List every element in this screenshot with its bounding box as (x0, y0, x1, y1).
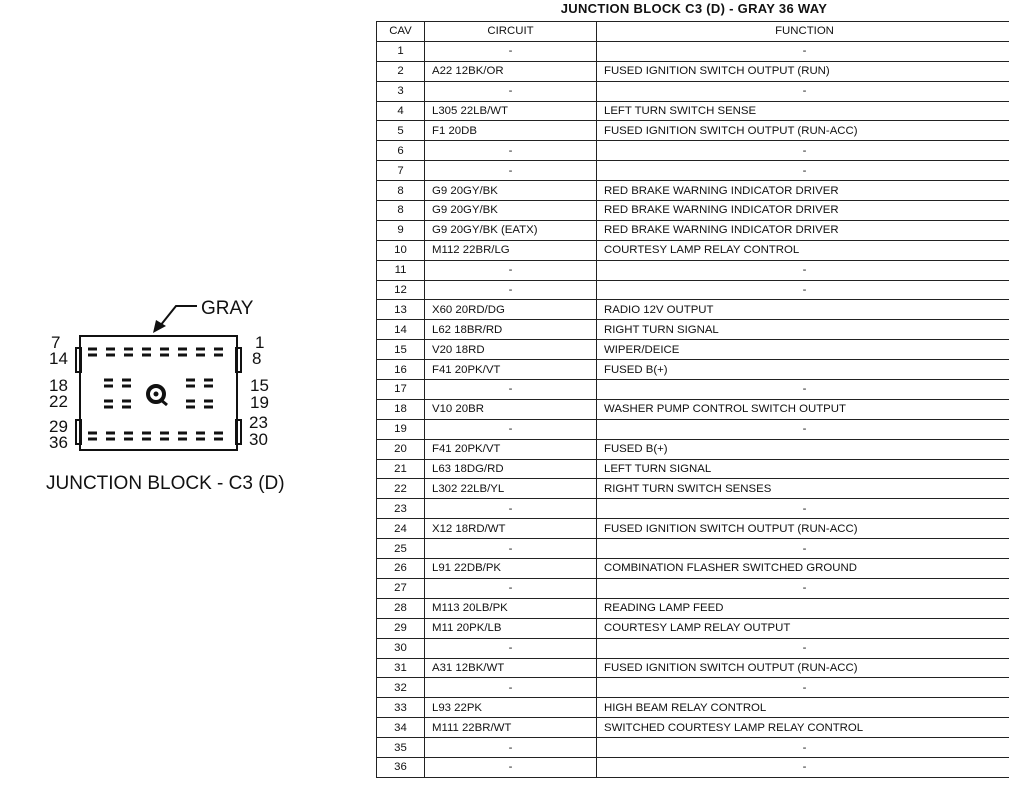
table-row (377, 161, 1009, 181)
circuit-cell: F41 20PK/VT (425, 439, 597, 459)
table-row (377, 181, 1009, 201)
table-row (377, 678, 1009, 698)
table-row (377, 260, 1009, 280)
cavity-mark (214, 432, 223, 435)
circuit-cell: - (425, 280, 597, 300)
cavity-mark (122, 385, 131, 388)
circuit-cell: X60 20RD/DG (425, 300, 597, 320)
function-cell: WASHER PUMP CONTROL SWITCH OUTPUT (597, 399, 1009, 419)
table-row (377, 658, 1009, 678)
function-cell: FUSED IGNITION SWITCH OUTPUT (RUN-ACC) (597, 658, 1009, 678)
table-row (377, 201, 1009, 221)
cav-cell: 1 (377, 41, 425, 61)
circuit-cell: M111 22BR/WT (425, 718, 597, 738)
circuit-cell: - (425, 499, 597, 519)
circuit-cell: L62 18BR/RD (425, 320, 597, 340)
function-cell: - (597, 638, 1009, 658)
function-cell: - (597, 141, 1009, 161)
function-cell: WIPER/DEICE (597, 340, 1009, 360)
function-cell: RED BRAKE WARNING INDICATOR DRIVER (597, 201, 1009, 221)
cavity-mark (186, 406, 195, 409)
function-cell: COMBINATION FLASHER SWITCHED GROUND (597, 559, 1009, 579)
circuit-cell: X12 18RD/WT (425, 519, 597, 539)
cav-cell: 21 (377, 459, 425, 479)
cavity-mark (106, 432, 115, 435)
header-function: FUNCTION (597, 22, 1009, 42)
table-row (377, 578, 1009, 598)
cav-cell: 31 (377, 658, 425, 678)
table-row (377, 101, 1009, 121)
table-row (377, 718, 1009, 738)
table-row (377, 419, 1009, 439)
cav-cell: 16 (377, 360, 425, 380)
connector-color-label: GRAY (201, 298, 254, 319)
function-cell: - (597, 161, 1009, 181)
circuit-cell: A22 12BK/OR (425, 61, 597, 81)
function-cell: HIGH BEAM RELAY CONTROL (597, 698, 1009, 718)
pin-label-36: 36 (49, 433, 68, 452)
cavity-mark (104, 406, 113, 409)
function-cell: - (597, 419, 1009, 439)
cav-cell: 17 (377, 380, 425, 400)
table-row (377, 499, 1009, 519)
pin-label-29: 29 (49, 417, 68, 436)
function-cell: LEFT TURN SWITCH SENSE (597, 101, 1009, 121)
cav-cell: 14 (377, 320, 425, 340)
table-row (377, 340, 1009, 360)
cavity-mark (142, 348, 151, 351)
cavity-mark (204, 406, 213, 409)
cavity-mark (160, 432, 169, 435)
cav-cell: 4 (377, 101, 425, 121)
cavity-mark (122, 379, 131, 382)
pin-label-22: 22 (49, 392, 68, 411)
table-row (377, 399, 1009, 419)
cav-cell: 5 (377, 121, 425, 141)
cav-cell: 25 (377, 539, 425, 559)
circuit-cell: - (425, 738, 597, 758)
function-cell: - (597, 578, 1009, 598)
cavity-mark (214, 354, 223, 357)
function-cell: - (597, 380, 1009, 400)
table-row (377, 320, 1009, 340)
cav-cell: 28 (377, 598, 425, 618)
function-cell: RED BRAKE WARNING INDICATOR DRIVER (597, 220, 1009, 240)
table-row (377, 598, 1009, 618)
table-row (377, 240, 1009, 260)
circuit-cell: V20 18RD (425, 340, 597, 360)
cavity-mark (160, 354, 169, 357)
function-cell: - (597, 678, 1009, 698)
cavity-mark (124, 348, 133, 351)
function-cell: RIGHT TURN SIGNAL (597, 320, 1009, 340)
circuit-cell: G9 20GY/BK (425, 201, 597, 221)
table-row (377, 61, 1009, 81)
function-cell: - (597, 41, 1009, 61)
cav-cell: 34 (377, 718, 425, 738)
table-row (377, 439, 1009, 459)
cavity-mark (186, 379, 195, 382)
cavity-mark (104, 385, 113, 388)
function-cell: COURTESY LAMP RELAY OUTPUT (597, 618, 1009, 638)
cavity-mark (196, 348, 205, 351)
cavity-mark (104, 400, 113, 403)
table-row (377, 41, 1009, 61)
circuit-cell: V10 20BR (425, 399, 597, 419)
cavity-mark (124, 354, 133, 357)
table-row (377, 360, 1009, 380)
circuit-cell: - (425, 678, 597, 698)
cav-cell: 35 (377, 738, 425, 758)
table-row (377, 757, 1009, 777)
pin-label-8: 8 (252, 349, 262, 368)
table-row (377, 380, 1009, 400)
cavity-row-top (88, 348, 223, 357)
circuit-cell: - (425, 539, 597, 559)
function-cell: SWITCHED COURTESY LAMP RELAY CONTROL (597, 718, 1009, 738)
pin-label-23: 23 (249, 413, 268, 432)
circuit-cell: G9 20GY/BK (EATX) (425, 220, 597, 240)
cavity-mark (186, 400, 195, 403)
circuit-cell: - (425, 141, 597, 161)
connector-caption: JUNCTION BLOCK - C3 (D) (46, 473, 285, 494)
cavity-mark (122, 406, 131, 409)
function-cell: - (597, 81, 1009, 101)
cav-cell: 10 (377, 240, 425, 260)
circuit-cell: G9 20GY/BK (425, 181, 597, 201)
circuit-cell: - (425, 419, 597, 439)
cav-cell: 26 (377, 559, 425, 579)
cav-cell: 9 (377, 220, 425, 240)
header-cav: CAV (377, 22, 425, 42)
table-row (377, 638, 1009, 658)
table-row (377, 559, 1009, 579)
cav-cell: 22 (377, 479, 425, 499)
function-cell: - (597, 499, 1009, 519)
table-row (377, 459, 1009, 479)
function-cell: FUSED B(+) (597, 439, 1009, 459)
cav-cell: 32 (377, 678, 425, 698)
table-title: JUNCTION BLOCK C3 (D) - GRAY 36 WAY (560, 1, 828, 16)
cav-cell: 19 (377, 419, 425, 439)
function-cell: FUSED IGNITION SWITCH OUTPUT (RUN-ACC) (597, 121, 1009, 141)
cav-cell: 8 (377, 201, 425, 221)
cavity-mark (88, 432, 97, 435)
circuit-cell: - (425, 41, 597, 61)
cavity-mark (214, 438, 223, 441)
cav-cell: 7 (377, 161, 425, 181)
cavity-mark (122, 400, 131, 403)
function-cell: FUSED B(+) (597, 360, 1009, 380)
cavity-mark (124, 432, 133, 435)
function-cell: READING LAMP FEED (597, 598, 1009, 618)
cavity-mark (124, 438, 133, 441)
function-cell: FUSED IGNITION SWITCH OUTPUT (RUN-ACC) (597, 519, 1009, 539)
cavity-mark (178, 348, 187, 351)
table-row (377, 539, 1009, 559)
function-cell: LEFT TURN SIGNAL (597, 459, 1009, 479)
cavity-mark (196, 354, 205, 357)
function-cell: - (597, 539, 1009, 559)
cav-cell: 24 (377, 519, 425, 539)
cavity-mark (104, 379, 113, 382)
circuit-cell: - (425, 161, 597, 181)
circuit-cell: L302 22LB/YL (425, 479, 597, 499)
function-cell: FUSED IGNITION SWITCH OUTPUT (RUN) (597, 61, 1009, 81)
center-bolt-icon (148, 386, 167, 405)
table-header-row (377, 22, 1009, 42)
cav-cell: 12 (377, 280, 425, 300)
circuit-cell: L91 22DB/PK (425, 559, 597, 579)
cavity-mark (106, 348, 115, 351)
circuit-cell: L93 22PK (425, 698, 597, 718)
table-row (377, 121, 1009, 141)
cav-cell: 27 (377, 578, 425, 598)
circuit-cell: M113 20LB/PK (425, 598, 597, 618)
function-cell: RED BRAKE WARNING INDICATOR DRIVER (597, 181, 1009, 201)
pin-label-30: 30 (249, 430, 268, 449)
function-cell: RADIO 12V OUTPUT (597, 300, 1009, 320)
circuit-cell: - (425, 260, 597, 280)
cavity-mark (88, 438, 97, 441)
cavity-mark (186, 385, 195, 388)
cavity-mark (204, 400, 213, 403)
cavity-mark (204, 385, 213, 388)
pin-label-7: 7 (51, 333, 61, 352)
cav-cell: 23 (377, 499, 425, 519)
cav-cell: 18 (377, 399, 425, 419)
pin-label-19: 19 (250, 393, 269, 412)
table-row (377, 280, 1009, 300)
cavity-mark (142, 438, 151, 441)
cavity-mark (178, 438, 187, 441)
cavity-row-bottom (88, 432, 223, 441)
pin-label-14: 14 (49, 349, 68, 368)
table-row (377, 618, 1009, 638)
circuit-cell: - (425, 638, 597, 658)
table-row (377, 698, 1009, 718)
function-cell: - (597, 738, 1009, 758)
circuit-cell: F1 20DB (425, 121, 597, 141)
color-leader-line (160, 306, 197, 326)
table-row (377, 519, 1009, 539)
table-row (377, 300, 1009, 320)
cavity-mark (106, 438, 115, 441)
circuit-cell: A31 12BK/WT (425, 658, 597, 678)
table-row (377, 141, 1009, 161)
circuit-cell: - (425, 380, 597, 400)
cav-cell: 11 (377, 260, 425, 280)
cavity-mark (88, 348, 97, 351)
cav-cell: 30 (377, 638, 425, 658)
function-cell: COURTESY LAMP RELAY CONTROL (597, 240, 1009, 260)
cav-cell: 2 (377, 61, 425, 81)
circuit-cell: M112 22BR/LG (425, 240, 597, 260)
circuit-cell: L305 22LB/WT (425, 101, 597, 121)
header-circuit: CIRCUIT (425, 22, 597, 42)
cav-cell: 33 (377, 698, 425, 718)
function-cell: - (597, 757, 1009, 777)
table-row (377, 738, 1009, 758)
cavity-mark (214, 348, 223, 351)
cav-cell: 15 (377, 340, 425, 360)
circuit-cell: - (425, 578, 597, 598)
cav-cell: 8 (377, 181, 425, 201)
table-row (377, 479, 1009, 499)
cavity-mark (178, 354, 187, 357)
pin-label-18: 18 (49, 376, 68, 395)
pinout-table (376, 21, 1009, 778)
cav-cell: 13 (377, 300, 425, 320)
table-row (377, 220, 1009, 240)
table-row (377, 81, 1009, 101)
circuit-cell: - (425, 757, 597, 777)
cav-cell: 6 (377, 141, 425, 161)
circuit-cell: M11 20PK/LB (425, 618, 597, 638)
pin-label-15: 15 (250, 376, 269, 395)
circuit-cell: - (425, 81, 597, 101)
cavity-mark (196, 438, 205, 441)
cav-cell: 20 (377, 439, 425, 459)
cavity-mark (178, 432, 187, 435)
function-cell: - (597, 260, 1009, 280)
cavity-mark (204, 379, 213, 382)
cav-cell: 3 (377, 81, 425, 101)
circuit-cell: F41 20PK/VT (425, 360, 597, 380)
cavity-mark (106, 354, 115, 357)
cavity-mark (160, 348, 169, 351)
function-cell: RIGHT TURN SWITCH SENSES (597, 479, 1009, 499)
cavity-mark (88, 354, 97, 357)
pin-label-1: 1 (255, 333, 265, 352)
cavity-mark (160, 438, 169, 441)
cav-cell: 36 (377, 757, 425, 777)
function-cell: - (597, 280, 1009, 300)
circuit-cell: L63 18DG/RD (425, 459, 597, 479)
cavity-mark (196, 432, 205, 435)
cavity-mark (142, 432, 151, 435)
cav-cell: 29 (377, 618, 425, 638)
cavity-mark (142, 354, 151, 357)
connector-diagram (0, 0, 350, 807)
